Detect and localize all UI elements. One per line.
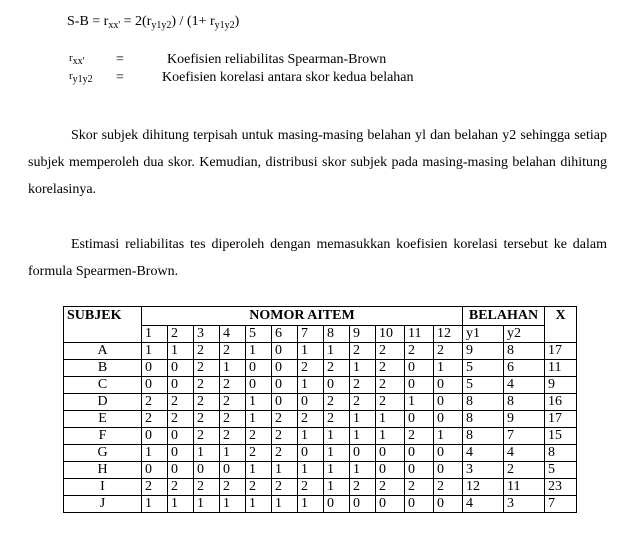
item-score-cell: 2 [376,394,405,411]
item-score-cell: 1 [246,496,272,513]
item-score-cell: 1 [298,462,324,479]
item-score-cell: 0 [405,360,434,377]
table-row [64,445,577,462]
y2-cell: 2 [504,462,545,479]
subjek-cell: G [64,445,142,462]
item-score-cell: 1 [298,428,324,445]
y1-cell: 5 [463,360,504,377]
x-cell: 17 [545,343,577,360]
table-row [64,462,577,479]
header-x: X [545,307,577,343]
table-row [64,479,577,496]
item-score-cell: 1 [220,360,246,377]
definition-text: Koefisien korelasi antara skor kedua belahan [162,70,414,85]
item-score-cell: 1 [324,479,350,496]
item-number-header: 12 [434,326,463,343]
y2-cell: 11 [504,479,545,496]
item-score-cell: 2 [194,343,220,360]
item-score-cell: 0 [376,496,405,513]
item-score-cell: 0 [434,394,463,411]
item-score-cell: 0 [405,462,434,479]
item-score-cell: 0 [272,360,298,377]
formula-mid-sub: y1y2 [151,20,172,31]
table-row [64,428,577,445]
item-score-cell: 1 [272,462,298,479]
item-score-cell: 0 [272,377,298,394]
subjek-cell: F [64,428,142,445]
item-score-cell: 1 [298,496,324,513]
item-score-cell: 2 [272,479,298,496]
item-score-cell: 2 [246,479,272,496]
item-score-cell: 2 [298,479,324,496]
item-score-cell: 2 [194,360,220,377]
item-number-header: 9 [350,326,376,343]
item-score-cell: 2 [220,394,246,411]
y2-cell: 4 [504,445,545,462]
item-score-cell: 0 [405,496,434,513]
subjek-cell: J [64,496,142,513]
table-row [64,343,577,360]
y2-cell: 3 [504,496,545,513]
definition-symbol: rxx' [69,52,85,67]
item-score-cell: 2 [246,428,272,445]
item-score-cell: 0 [168,462,194,479]
item-score-cell: 2 [434,343,463,360]
item-score-cell: 1 [405,394,434,411]
formula-lhs: S-B = r [67,14,109,29]
item-score-cell: 1 [350,462,376,479]
item-score-cell: 1 [142,445,168,462]
item-score-cell: 2 [142,411,168,428]
item-score-cell: 2 [376,377,405,394]
item-score-cell: 2 [220,343,246,360]
subjek-cell: I [64,479,142,496]
item-score-cell: 2 [142,479,168,496]
item-score-cell: 1 [434,428,463,445]
item-score-cell: 0 [434,377,463,394]
item-score-cell: 2 [350,479,376,496]
item-score-cell: 1 [246,343,272,360]
formula-close: ) / (1+ r [171,14,215,29]
definition-text: Koefisien reliabilitas Spearman-Brown [167,52,387,67]
item-score-cell: 1 [194,445,220,462]
item-score-cell: 1 [324,462,350,479]
item-score-cell: 0 [272,394,298,411]
item-score-cell: 0 [434,411,463,428]
x-cell: 8 [545,445,577,462]
item-number-header: 10 [376,326,405,343]
item-score-cell: 0 [405,411,434,428]
item-score-cell: 0 [246,360,272,377]
belahan-y1-header: y1 [463,326,504,343]
item-score-cell: 2 [246,445,272,462]
y2-cell: 6 [504,360,545,377]
item-score-cell: 2 [376,479,405,496]
item-score-cell: 1 [246,462,272,479]
subjek-cell: H [64,462,142,479]
y2-cell: 4 [504,377,545,394]
x-cell: 16 [545,394,577,411]
item-score-cell: 0 [168,377,194,394]
item-score-cell: 1 [298,343,324,360]
subjek-cell: E [64,411,142,428]
item-score-cell: 2 [324,411,350,428]
item-score-cell: 2 [350,377,376,394]
y2-cell: 7 [504,428,545,445]
item-score-cell: 2 [220,428,246,445]
item-score-cell: 0 [246,377,272,394]
item-score-cell: 2 [376,343,405,360]
item-score-cell: 2 [194,479,220,496]
table-row [64,360,577,377]
item-score-cell: 0 [168,445,194,462]
item-score-cell: 1 [376,428,405,445]
item-score-cell: 1 [142,496,168,513]
formula-lhs-sub: xx' [108,20,121,31]
item-score-cell: 2 [272,411,298,428]
item-score-cell: 2 [194,428,220,445]
item-score-cell: 0 [168,428,194,445]
item-score-cell: 1 [272,496,298,513]
x-cell: 11 [545,360,577,377]
item-number-header: 4 [220,326,246,343]
item-score-cell: 2 [272,428,298,445]
item-score-cell: 1 [142,343,168,360]
item-score-cell: 2 [220,377,246,394]
item-score-cell: 0 [376,445,405,462]
item-score-cell: 2 [220,479,246,496]
item-score-cell: 1 [168,496,194,513]
spearman-brown-formula [67,14,239,31]
item-score-cell: 1 [376,411,405,428]
item-score-cell: 1 [350,411,376,428]
table-header-row [64,307,577,326]
y2-cell: 8 [504,343,545,360]
definition-equals: = [116,70,124,85]
x-cell: 17 [545,411,577,428]
item-score-cell: 1 [324,343,350,360]
header-subjek: SUBJEK [64,307,142,343]
item-score-cell: 2 [434,479,463,496]
item-score-cell: 1 [350,428,376,445]
item-score-cell: 2 [350,394,376,411]
item-score-cell: 0 [142,377,168,394]
item-number-header: 1 [142,326,168,343]
y1-cell: 12 [463,479,504,496]
y2-cell: 8 [504,394,545,411]
item-score-cell: 2 [220,411,246,428]
item-score-cell: 2 [298,411,324,428]
item-number-header: 3 [194,326,220,343]
item-score-cell: 2 [324,394,350,411]
paragraph-estimasi: Estimasi reliabilitas tes diperoleh dengan memasukkan koefisien korelasi tersebut ke dalam formula Spearmen-Brown. [28,237,607,279]
subjek-cell: C [64,377,142,394]
item-score-cell: 0 [194,462,220,479]
item-score-cell: 2 [350,343,376,360]
y1-cell: 8 [463,428,504,445]
header-belahan: BELAHAN [463,307,545,326]
subjek-cell: A [64,343,142,360]
belahan-y2-header: y2 [504,326,545,343]
item-number-header: 11 [405,326,434,343]
item-number-header: 8 [324,326,350,343]
item-score-cell: 2 [405,479,434,496]
y1-cell: 8 [463,411,504,428]
item-score-cell: 2 [142,394,168,411]
item-score-cell: 2 [272,445,298,462]
item-number-header: 2 [168,326,194,343]
item-score-cell: 0 [350,496,376,513]
table-body [64,343,577,513]
y1-cell: 3 [463,462,504,479]
x-cell: 23 [545,479,577,496]
item-score-cell: 1 [324,428,350,445]
item-score-cell: 2 [324,360,350,377]
item-score-cell: 0 [324,496,350,513]
item-score-cell: 2 [405,428,434,445]
item-score-cell: 0 [168,360,194,377]
item-score-cell: 1 [220,496,246,513]
item-score-cell: 1 [434,360,463,377]
item-score-cell: 2 [376,360,405,377]
item-score-cell: 0 [324,377,350,394]
item-score-cell: 0 [142,462,168,479]
item-score-cell: 0 [298,394,324,411]
table-row [64,377,577,394]
item-score-cell: 0 [405,377,434,394]
x-cell: 5 [545,462,577,479]
y1-cell: 9 [463,343,504,360]
item-score-cell: 1 [298,377,324,394]
formula-end-sub: y1y2 [214,20,235,31]
item-score-cell: 0 [272,343,298,360]
item-score-cell: 1 [324,445,350,462]
item-score-cell: 0 [434,445,463,462]
item-score-cell: 2 [298,360,324,377]
x-cell: 15 [545,428,577,445]
item-score-cell: 0 [434,462,463,479]
subjek-cell: B [64,360,142,377]
paragraph-skor-subjek: Skor subjek dihitung terpisah untuk masing-masing belahan yl dan belahan y2 sehingga setiap subjek memperoleh dua skor. Kemudian, distribusi skor subjek pada masing-masing belahan dihitung korelasinya. [28,128,607,197]
formula-eq: = 2(r [120,14,152,29]
y1-cell: 5 [463,377,504,394]
y1-cell: 4 [463,496,504,513]
table-row [64,394,577,411]
item-score-cell: 2 [168,479,194,496]
item-score-cell: 0 [220,462,246,479]
y1-cell: 4 [463,445,504,462]
item-score-cell: 1 [246,394,272,411]
item-score-cell: 0 [298,445,324,462]
item-score-cell: 2 [194,411,220,428]
score-table [63,306,577,513]
x-cell: 9 [545,377,577,394]
item-score-cell: 1 [168,343,194,360]
item-score-cell: 1 [220,445,246,462]
item-score-cell: 0 [434,496,463,513]
item-score-cell: 1 [194,496,220,513]
item-score-cell: 1 [246,411,272,428]
item-score-cell: 0 [405,445,434,462]
item-score-cell: 2 [405,343,434,360]
item-score-cell: 0 [376,462,405,479]
item-score-cell: 2 [194,377,220,394]
item-score-cell: 2 [168,394,194,411]
item-number-header: 7 [298,326,324,343]
x-cell: 7 [545,496,577,513]
item-score-cell: 1 [350,360,376,377]
y2-cell: 9 [504,411,545,428]
item-score-cell: 0 [350,445,376,462]
item-number-header: 5 [246,326,272,343]
header-nomor-aitem: NOMOR AITEM [142,307,463,326]
item-score-cell: 0 [142,428,168,445]
item-score-cell: 0 [142,360,168,377]
table-row [64,411,577,428]
item-number-header: 6 [272,326,298,343]
subjek-cell: D [64,394,142,411]
y1-cell: 8 [463,394,504,411]
item-score-cell: 2 [168,411,194,428]
table-row [64,496,577,513]
item-score-cell: 2 [194,394,220,411]
definition-equals: = [116,52,124,67]
formula-end: ) [234,14,240,29]
definition-symbol: ry1y2 [69,70,93,85]
